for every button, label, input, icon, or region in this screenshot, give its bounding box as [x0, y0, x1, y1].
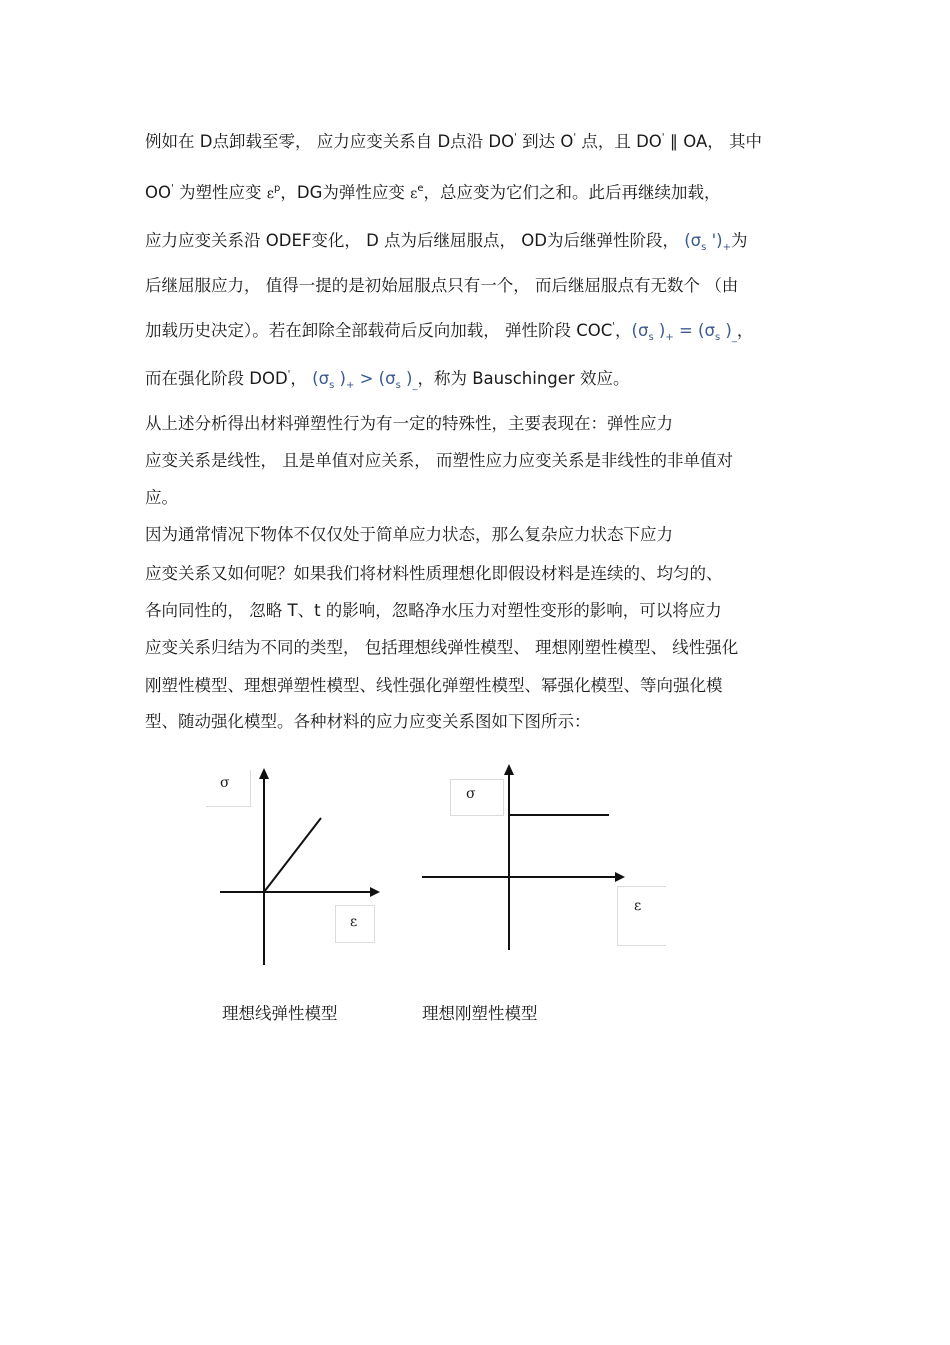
x-axis-label: ε	[350, 914, 358, 930]
formula: )	[334, 369, 346, 388]
x-axis-label: ε	[634, 898, 642, 914]
para3-line2: 应变关系又如何呢？如果我们将材料性质理想化即假设材料是连续的、均匀的、	[145, 564, 723, 583]
y-axis-arrow	[504, 764, 514, 775]
formula: (σ	[631, 321, 649, 340]
text: 点，且 DO	[576, 132, 662, 151]
text: 为	[730, 231, 748, 250]
formula: > (σ	[354, 369, 396, 388]
text: ，	[290, 369, 313, 388]
prime: '	[612, 321, 616, 332]
caption: 理想线弹性模型	[222, 1004, 338, 1023]
subscript: s	[714, 332, 721, 343]
prime: '	[170, 183, 174, 194]
text: ，称为 Bauschinger 效应。	[417, 369, 630, 388]
para2-line3: 应。	[145, 488, 178, 507]
superscript: p	[274, 183, 281, 194]
para3-line3: 各向同性的， 忽略 T、t 的影响，忽略净水压力对塑性变形的影响，可以将应力	[145, 601, 722, 620]
subscript: _	[412, 380, 418, 391]
formula: ')	[706, 231, 723, 250]
subscript: s	[395, 380, 401, 391]
text: 加载历史决定）。若在卸除全部载荷后反向加载， 弹性阶段 COC	[145, 321, 613, 340]
para2-line1: 从上述分析得出材料弹塑性行为有一定的特殊性，主要表现在：弹性应力	[145, 414, 673, 433]
para3-line6: 型、随动强化模型。各种材料的应力应变关系图如下图所示：	[145, 712, 591, 731]
text: 为塑性应变	[173, 183, 267, 202]
text: 而在强化阶段 DOD	[145, 369, 288, 388]
subscript: +	[722, 242, 731, 253]
para1-line4: 后继屈服应力， 值得一提的是初始屈服点只有一个， 而后继屈服点有无数个 （由	[145, 276, 739, 295]
text: ∥ OA， 其中	[664, 132, 762, 151]
prime: '	[661, 132, 665, 143]
para2-line2: 应变关系是线性， 且是单值对应关系， 而塑性应力应变关系是非线性的非单值对	[145, 451, 733, 470]
subscript: s	[648, 332, 654, 343]
subscript: s	[701, 242, 707, 253]
text: OO	[145, 183, 171, 202]
prime: '	[287, 369, 291, 380]
para3-line5: 刚塑性模型、理想弹塑性模型、线性强化弹塑性模型、幂强化模型、等向强化模	[145, 676, 723, 695]
epsilon-symbol: ε	[266, 186, 274, 202]
formula: = (σ	[673, 321, 715, 340]
formula: (σ	[684, 231, 702, 250]
subscript: +	[665, 332, 674, 343]
y-axis-label: σ	[466, 786, 476, 802]
x-axis-arrow	[615, 872, 625, 882]
prime: '	[573, 132, 577, 143]
text: 到达 O	[516, 132, 574, 151]
subscript: s	[329, 380, 335, 391]
para3-line1: 因为通常情况下物体不仅仅处于简单应力状态，那么复杂应力状态下应力	[145, 525, 673, 544]
text: ，	[615, 321, 632, 340]
formula: )	[400, 369, 413, 388]
subscript: +	[345, 380, 355, 391]
text: 应力应变关系沿 ODEF变化， D 点为后继屈服点， OD为后继弹性阶段，	[145, 231, 685, 250]
y-axis-label: σ	[220, 775, 230, 791]
formula: )	[720, 321, 732, 340]
text: ，DG为弹性应变	[280, 183, 411, 202]
text: ，	[736, 321, 754, 340]
epsilon-symbol: ε	[410, 186, 418, 202]
text: 例如在 D点卸载至零， 应力应变关系自 D点沿	[145, 132, 489, 151]
caption: 理想刚塑性模型	[422, 1004, 538, 1023]
formula: )	[653, 321, 666, 340]
para3-line4: 应变关系归结为不同的类型， 包括理想线弹性模型、 理想刚塑性模型、 线性强化	[145, 638, 739, 657]
formula: (σ	[312, 369, 330, 388]
superscript: e	[417, 183, 424, 194]
subscript: _	[731, 332, 737, 343]
text: ，总应变为它们之和。此后再继续加载，	[423, 183, 721, 202]
prime: '	[514, 132, 517, 143]
text: DO	[488, 132, 515, 151]
